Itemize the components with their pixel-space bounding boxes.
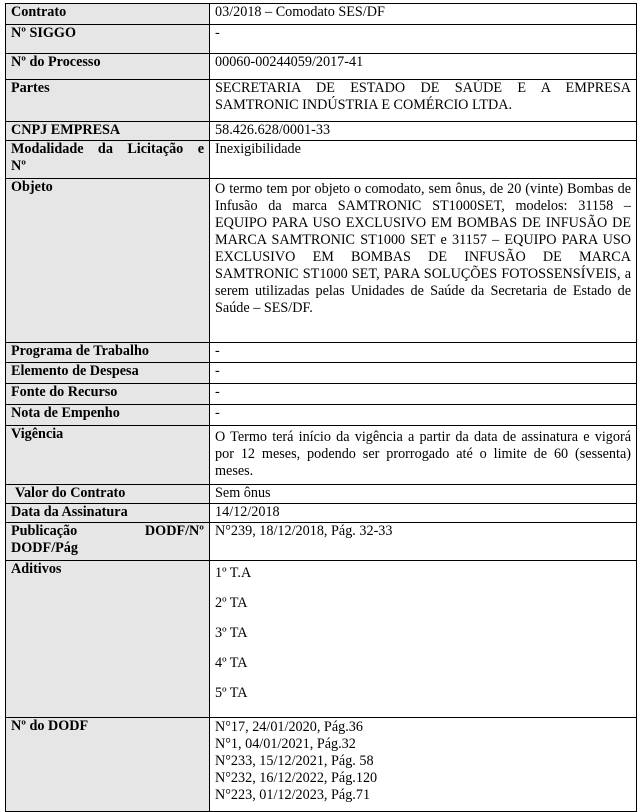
- row-fonte: [6, 384, 637, 405]
- aditivo-item: 2º TA: [215, 595, 248, 611]
- value-siggo: -: [210, 25, 637, 54]
- row-programa: [6, 343, 637, 363]
- row-publicacao: [6, 523, 637, 561]
- value-empenho: -: [210, 405, 637, 426]
- label-aditivos: Aditivos: [6, 561, 210, 718]
- row-cnpj: [6, 122, 637, 141]
- value-modalidade: Inexigibilidade: [210, 141, 637, 179]
- label-empenho: Nota de Empenho: [6, 405, 210, 426]
- row-contrato: [6, 4, 637, 25]
- label-publicacao-line1: Publicação DODF/Nº: [11, 523, 204, 539]
- value-publicacao: N°239, 18/12/2018, Pág. 32-33: [210, 523, 637, 561]
- label-vigencia: Vigência: [6, 426, 210, 485]
- contract-table: [5, 3, 637, 812]
- value-contrato: 03/2018 – Comodato SES/DF: [210, 4, 637, 25]
- label-valor: Valor do Contrato: [6, 485, 210, 504]
- aditivo-item: 4º TA: [215, 655, 248, 671]
- value-dodf: [210, 718, 637, 812]
- label-modalidade-line2: Nº: [11, 158, 26, 174]
- value-assinatura: 14/12/2018: [210, 504, 637, 523]
- dodf-item: N°1, 04/01/2021, Pág.32: [215, 736, 356, 752]
- value-vigencia: O Termo terá início da vigência a partir da data de assinatura e vigorá por 12 meses, podendo ser prorrogado até o limite de 60 (sessenta) meses.: [210, 426, 637, 485]
- label-contrato: Contrato: [6, 4, 210, 25]
- label-programa: Programa de Trabalho: [6, 343, 210, 363]
- label-elemento: Elemento de Despesa: [6, 363, 210, 384]
- label-modalidade: [6, 141, 210, 179]
- label-partes: Partes: [6, 80, 210, 122]
- label-cnpj: CNPJ EMPRESA: [6, 122, 210, 141]
- label-publicacao-line2: DODF/Pág: [11, 540, 78, 556]
- value-programa: -: [210, 343, 637, 363]
- label-siggo: Nº SIGGO: [6, 25, 210, 54]
- value-cnpj: 58.426.628/0001-33: [210, 122, 637, 141]
- aditivo-item: 3º TA: [215, 625, 248, 641]
- row-objeto: [6, 179, 637, 343]
- value-elemento: -: [210, 363, 637, 384]
- row-elemento: [6, 363, 637, 384]
- dodf-item: N°17, 24/01/2020, Pág.36: [215, 719, 363, 735]
- label-modalidade-line1: Modalidade da Licitação e: [11, 141, 204, 157]
- label-publicacao: [6, 523, 210, 561]
- row-dodf: [6, 718, 637, 812]
- label-objeto: Objeto: [6, 179, 210, 343]
- aditivo-item: 5º TA: [215, 685, 248, 701]
- dodf-item: N°232, 16/12/2022, Pág.120: [215, 770, 378, 786]
- row-aditivos: [6, 561, 637, 718]
- dodf-item: N°223, 01/12/2023, Pág.71: [215, 787, 371, 803]
- value-aditivos: [210, 561, 637, 718]
- label-fonte: Fonte do Recurso: [6, 384, 210, 405]
- label-dodf: Nº do DODF: [6, 718, 210, 812]
- label-processo: Nº do Processo: [6, 54, 210, 80]
- row-empenho: [6, 405, 637, 426]
- row-partes: [6, 80, 637, 122]
- value-fonte: -: [210, 384, 637, 405]
- value-processo: 00060-00244059/2017-41: [210, 54, 637, 80]
- dodf-item: N°233, 15/12/2021, Pág. 58: [215, 753, 374, 769]
- row-processo: [6, 54, 637, 80]
- row-valor: [6, 485, 637, 504]
- value-valor: Sem ônus: [210, 485, 637, 504]
- value-objeto: O termo tem por objeto o comodato, sem ônus, de 20 (vinte) Bombas de Infusão da marca SAMTRONIC ST1000SET, modelos: 31158 – EQUIPO PARA USO EXCLUSIVO EM BOMBAS DE INFUSÃO DE MARCA SAMTRONIC ST1000 SET e 31157 – EQUIPO PARA USO EXCLUSIVO EM BOMBAS DE INFUSÃO DE MARCA SAMTRONIC ST1000 SET, PARA SOLUÇÕES FOTOSSENSÍVEIS, a serem utilizadas pelas Unidades de Saúde da Secretaria de Estado de Saúde – SES/DF.: [210, 179, 637, 343]
- aditivo-item: 1º T.A: [215, 565, 252, 581]
- value-partes: SECRETARIA DE ESTADO DE SAÚDE E A EMPRESA SAMTRONIC INDÚSTRIA E COMÉRCIO LTDA.: [210, 80, 637, 122]
- row-vigencia: [6, 426, 637, 485]
- row-siggo: [6, 25, 637, 54]
- label-assinatura: Data da Assinatura: [6, 504, 210, 523]
- row-assinatura: [6, 504, 637, 523]
- row-modalidade: [6, 141, 637, 179]
